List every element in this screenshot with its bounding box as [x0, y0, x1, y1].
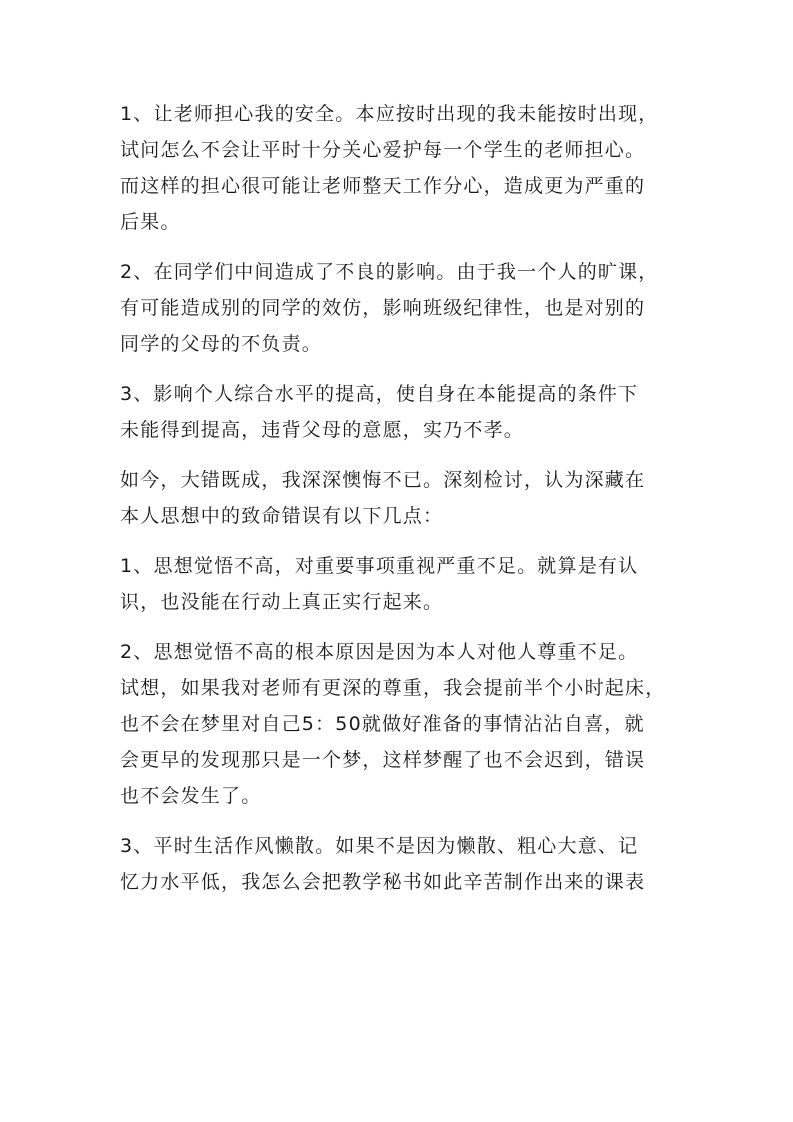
- paragraph-respect: [120, 634, 676, 814]
- text-line: 如今，大错既成，我深深懊悔不已。深刻检讨，认为深藏在: [120, 469, 646, 491]
- paragraph-lazy-habits: [120, 828, 676, 900]
- text-line: 本人思想中的致命错误有以下几点：: [120, 505, 444, 527]
- text-line: 也不会在梦里对自己5：50就做好准备的事情沾沾自喜，就: [120, 713, 645, 735]
- text-line: 2、思想觉悟不高的根本原因是因为本人对他人尊重不足。: [120, 641, 639, 663]
- text-line: 未能得到提高，违背父母的意愿，实乃不孝。: [120, 419, 525, 441]
- text-line: 同学的父母的不负责。: [120, 333, 323, 355]
- text-line: 1、思想觉悟不高，对重要事项重视严重不足。就算是有认: [120, 555, 639, 577]
- paragraph-worry-safety: [120, 96, 676, 240]
- document-body: [120, 96, 676, 914]
- text-line: 识，也没能在行动上真正实行起来。: [120, 591, 444, 613]
- text-line: 试想，如果我对老师有更深的尊重，我会提前半个小时起床，: [120, 677, 666, 699]
- text-line: 而这样的担心很可能让老师整天工作分心，造成更为严重的: [120, 175, 646, 197]
- text-line: 有可能造成别的同学的效仿，影响班级纪律性，也是对别的: [120, 297, 646, 319]
- paragraph-regret: [120, 462, 676, 534]
- text-line: 会更早的发现那只是一个梦，这样梦醒了也不会迟到，错误: [120, 749, 646, 771]
- paragraph-bad-influence: [120, 254, 676, 362]
- text-line: 3、平时生活作风懒散。如果不是因为懒散、粗心大意、记: [120, 835, 639, 857]
- text-line: 1、让老师担心我的安全。本应按时出现的我未能按时出现，: [120, 103, 659, 125]
- paragraph-awareness: [120, 548, 676, 620]
- text-line: 2、在同学们中间造成了不良的影响。由于我一个人的旷课，: [120, 261, 659, 283]
- text-line: 3、影响个人综合水平的提高，使自身在本能提高的条件下: [120, 383, 639, 405]
- text-line: 后果。: [120, 211, 181, 233]
- paragraph-personal-improvement: [120, 376, 676, 448]
- text-line: 也不会发生了。: [120, 785, 262, 807]
- text-line: 试问怎么不会让平时十分关心爱护每一个学生的老师担心。: [120, 139, 646, 161]
- text-line: 忆力水平低，我怎么会把教学秘书如此辛苦制作出来的课表: [120, 871, 646, 893]
